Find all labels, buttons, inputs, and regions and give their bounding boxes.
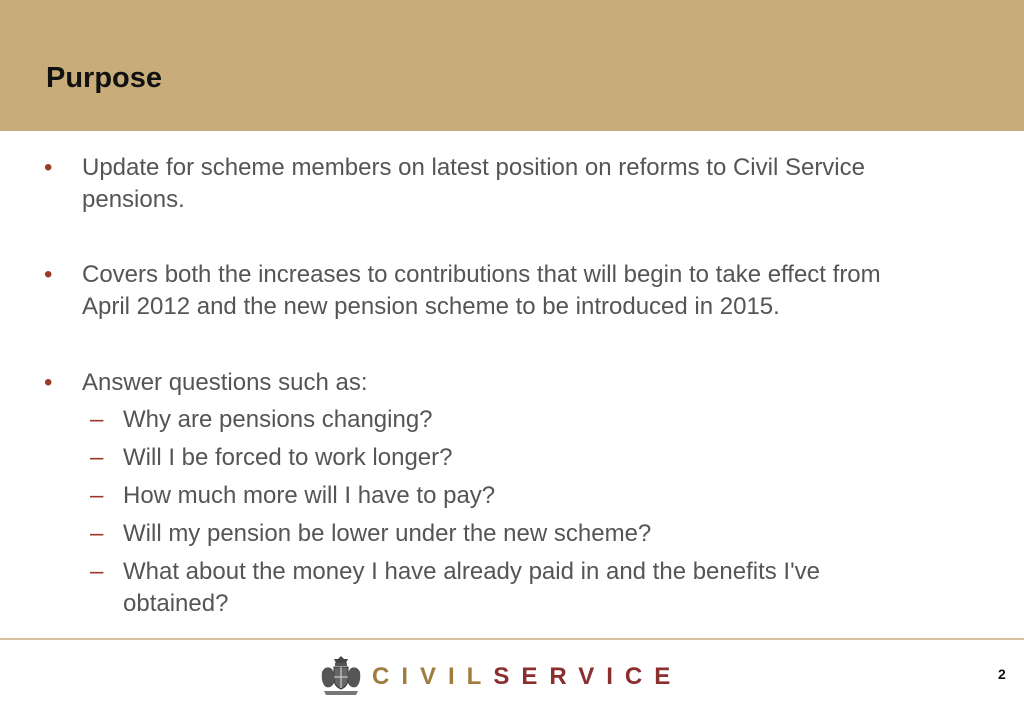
sub-bullet-line: obtained?	[123, 590, 229, 617]
bullet-line: pensions.	[82, 186, 185, 213]
bullet-line: Covers both the increases to contributions that will begin to take effect from	[82, 261, 881, 288]
bullet-text	[82, 367, 982, 399]
logo-wordmark	[372, 663, 682, 691]
sub-bullet-text: Will my pension be lower under the new scheme?	[123, 520, 652, 547]
bullet-icon: •	[44, 261, 53, 288]
sub-bullet-text: Why are pensions changing?	[123, 406, 433, 433]
royal-crest-icon	[318, 654, 364, 698]
dash-icon: –	[90, 520, 104, 547]
bullet-line: Update for scheme members on latest position on reforms to Civil Service	[82, 154, 865, 181]
dash-icon: –	[90, 444, 104, 471]
page-number: 2	[998, 666, 1006, 682]
dash-icon: –	[90, 558, 104, 585]
sub-bullet-text	[123, 556, 923, 620]
bullet-line: Answer questions such as:	[82, 369, 368, 396]
bullet-line: April 2012 and the new pension scheme to be introduced in 2015.	[82, 293, 780, 320]
logo-word-service: SERVICE	[493, 663, 683, 690]
page-title: Purpose	[46, 62, 163, 94]
bullet-text	[82, 259, 982, 323]
dash-icon: –	[90, 482, 104, 509]
sub-bullet-text: How much more will I have to pay?	[123, 482, 496, 509]
sub-bullet-line: What about the money I have already paid in and the benefits I've	[123, 558, 821, 585]
bullet-icon: •	[44, 154, 53, 181]
dash-icon: –	[90, 406, 104, 433]
bullet-icon: •	[44, 369, 53, 396]
logo-word-civil: CIVIL	[372, 663, 494, 690]
title-banner	[0, 0, 1024, 131]
sub-bullet-text: Will I be forced to work longer?	[123, 444, 453, 471]
civil-service-logo	[318, 654, 683, 698]
footer-divider	[0, 638, 1024, 640]
bullet-text	[82, 152, 982, 216]
